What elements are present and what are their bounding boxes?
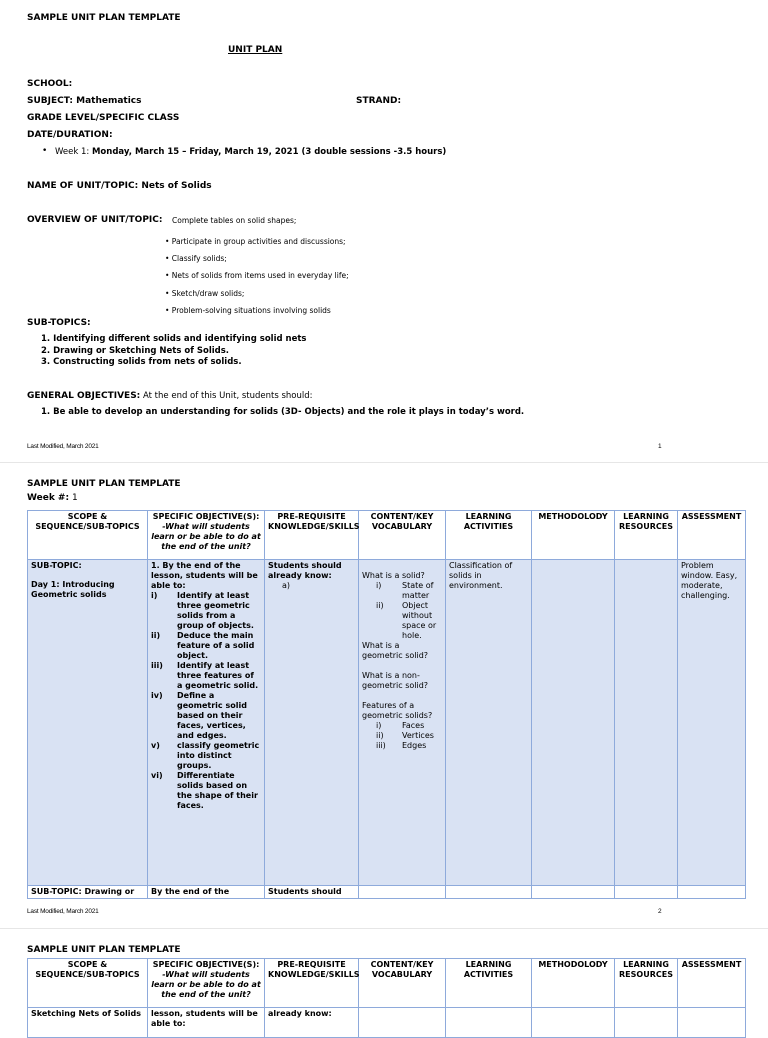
cell-scope: SUB-TOPIC: Drawing or xyxy=(28,886,148,899)
table-header-row xyxy=(28,511,746,560)
overview-first: Complete tables on solid shapes; xyxy=(172,216,297,225)
footer-modified: Last Modified, March 2021 xyxy=(27,443,99,450)
cell-prereq: Students should xyxy=(265,886,359,899)
cell-content xyxy=(359,886,446,899)
cell-specific xyxy=(148,560,265,886)
subtopics-label: SUB-TOPICS: xyxy=(27,318,91,328)
header-specific xyxy=(148,511,265,560)
unit-plan-table xyxy=(27,510,746,899)
list-item: i) State of matter xyxy=(376,581,434,600)
subtopic-item: 3. Constructing solids from nets of solids. xyxy=(41,357,242,367)
cell-activities xyxy=(446,886,532,899)
content-question: Features of a geometric solids? xyxy=(362,701,433,720)
footer-page-number: 1 xyxy=(658,443,662,450)
content-question: What is a solid? xyxy=(362,571,425,580)
week-number-value: 1 xyxy=(69,493,78,503)
subtopic-item: 1. Identifying different solids and identifying solid nets xyxy=(41,334,307,344)
week-prefix: Week 1: xyxy=(55,147,92,157)
subtopics-list xyxy=(41,334,306,369)
list-item: iii) Identify at least three features of a geometric solid. xyxy=(151,661,259,690)
header-specific-sub: -What will students learn or be able to do at the end of the unit? xyxy=(151,522,261,551)
scope-day1: Day 1: Introducing Geometric solids xyxy=(31,580,115,599)
footer-page-number: 2 xyxy=(658,908,662,915)
cell-methodology xyxy=(532,560,615,886)
cell-resources xyxy=(615,886,678,899)
list-item: vi) Differentiate solids based on the shape of their faces. xyxy=(151,771,258,810)
general-label: GENERAL OBJECTIVES: xyxy=(27,391,141,401)
cell-activities: Classification of solids in environment. xyxy=(446,560,532,886)
cell-assessment xyxy=(678,886,746,899)
content-question: What is a non-geometric solid? xyxy=(362,671,429,690)
header-specific xyxy=(148,959,265,1008)
header-content: CONTENT/KEY VOCABULARY xyxy=(359,511,446,560)
header-scope: SCOPE & SEQUENCE/SUB-TOPICS xyxy=(28,959,148,1008)
list-item: ii) Vertices xyxy=(376,731,434,740)
header-scope: SCOPE & SEQUENCE/SUB-TOPICS xyxy=(28,511,148,560)
overview-item: • Nets of solids from items used in everyday life; xyxy=(165,271,349,281)
date-label: DATE/DURATION: xyxy=(27,130,113,140)
overview-item: • Classify solids; xyxy=(165,254,227,264)
header-activities: LEARNING ACTIVITIES xyxy=(446,959,532,1008)
cell-specific: lesson, students will be able to: xyxy=(148,1008,265,1038)
specific-list xyxy=(151,591,261,811)
header-resources: LEARNING RESOURCES xyxy=(615,511,678,560)
grade-label: GRADE LEVEL/SPECIFIC CLASS xyxy=(27,113,180,123)
table-header-row xyxy=(28,959,746,1008)
cell-prereq xyxy=(265,560,359,886)
strand-label: STRAND: xyxy=(356,96,402,106)
list-item: v) classify geometric into distinct groups. xyxy=(151,741,260,770)
scope-subtopic-label: SUB-TOPIC: xyxy=(31,561,82,570)
unit-name: NAME OF UNIT/TOPIC: Nets of Solids xyxy=(27,181,212,191)
cell-methodology xyxy=(532,886,615,899)
specific-intro: 1. By the end of the lesson, students will be able to: xyxy=(151,561,258,590)
cell-content xyxy=(359,560,446,886)
header-methodology: METHODOLODY xyxy=(532,511,615,560)
content-list xyxy=(362,581,442,641)
cell-scope: Sketching Nets of Solids xyxy=(28,1008,148,1038)
footer-modified: Last Modified, March 2021 xyxy=(27,908,99,915)
prereq-intro: Students should already know: xyxy=(268,561,342,580)
template-title: SAMPLE UNIT PLAN TEMPLATE xyxy=(27,945,181,955)
cell-assessment xyxy=(678,1008,746,1038)
template-title: SAMPLE UNIT PLAN TEMPLATE xyxy=(27,13,181,23)
template-title: SAMPLE UNIT PLAN TEMPLATE xyxy=(27,479,181,489)
school-label: SCHOOL: xyxy=(27,79,73,89)
table-row xyxy=(28,1008,746,1038)
week-bullet: • xyxy=(42,146,48,156)
content-question: What is a geometric solid? xyxy=(362,641,429,660)
general-text: At the end of this Unit, students should: xyxy=(140,391,313,401)
list-item: ii) Object without space or hole. xyxy=(376,601,437,640)
week-number xyxy=(27,493,78,503)
list-item: iv) Define a geometric solid based on their faces, vertices, and edges. xyxy=(151,691,247,740)
cell-methodology xyxy=(532,1008,615,1038)
general-objectives xyxy=(27,391,313,401)
prereq-item: a) xyxy=(282,581,291,590)
header-assessment: ASSESSMENT xyxy=(678,959,746,1008)
table-row xyxy=(28,886,746,899)
header-resources: LEARNING RESOURCES xyxy=(615,959,678,1008)
overview-item: • Participate in group activities and discussions; xyxy=(165,237,346,246)
overview-label: OVERVIEW OF UNIT/TOPIC: xyxy=(27,215,163,225)
cell-resources xyxy=(615,560,678,886)
overview-item: • Problem-solving situations involving solids xyxy=(165,305,331,315)
list-item: iii) Edges xyxy=(376,741,427,750)
header-methodology: METHODOLODY xyxy=(532,959,615,1008)
cell-content xyxy=(359,1008,446,1038)
cell-specific: By the end of the xyxy=(148,886,265,899)
header-content: CONTENT/KEY VOCABULARY xyxy=(359,959,446,1008)
page-separator xyxy=(0,928,768,929)
cell-prereq: already know: xyxy=(265,1008,359,1038)
unit-plan-table xyxy=(27,958,746,1038)
content-list xyxy=(362,721,442,751)
cell-activities xyxy=(446,1008,532,1038)
overview-item: • Sketch/draw solids; xyxy=(165,288,245,298)
list-item: ii) Deduce the main feature of a solid object. xyxy=(151,631,255,660)
week-line xyxy=(55,147,446,157)
header-prereq: PRE-REQUISITE KNOWLEDGE/SKILLS xyxy=(265,511,359,560)
overview-list xyxy=(165,233,349,319)
subject-label: SUBJECT: Mathematics xyxy=(27,96,142,106)
week-number-label: Week #: xyxy=(27,493,70,503)
header-activities: LEARNING ACTIVITIES xyxy=(446,511,532,560)
general-item: 1. Be able to develop an understanding for solids (3D- Objects) and the role it plays in today’s word. xyxy=(41,407,525,417)
header-specific-sub: -What will students learn or be able to do at the end of the unit? xyxy=(151,970,261,999)
header-prereq: PRE-REQUISITE KNOWLEDGE/SKILLS xyxy=(265,959,359,1008)
cell-resources xyxy=(615,1008,678,1038)
subtopic-item: 2. Drawing or Sketching Nets of Solids. xyxy=(41,345,230,356)
week-value: Monday, March 15 – Friday, March 19, 2021 (3 double sessions -3.5 hours) xyxy=(91,147,447,157)
header-specific-title: SPECIFIC OBJECTIVE(S): xyxy=(152,512,260,521)
list-item: i) Identify at least three geometric solids from a group of objects. xyxy=(151,591,254,630)
header-specific-title: SPECIFIC OBJECTIVE(S): xyxy=(152,960,260,969)
header-assessment: ASSESSMENT xyxy=(678,511,746,560)
cell-assessment: Problem window. Easy, moderate, challenging. xyxy=(678,560,746,886)
page-separator xyxy=(0,462,768,463)
table-row xyxy=(28,560,746,886)
unit-plan-heading: UNIT PLAN xyxy=(228,45,283,55)
cell-scope xyxy=(28,560,148,886)
list-item: i) Faces xyxy=(376,721,425,730)
